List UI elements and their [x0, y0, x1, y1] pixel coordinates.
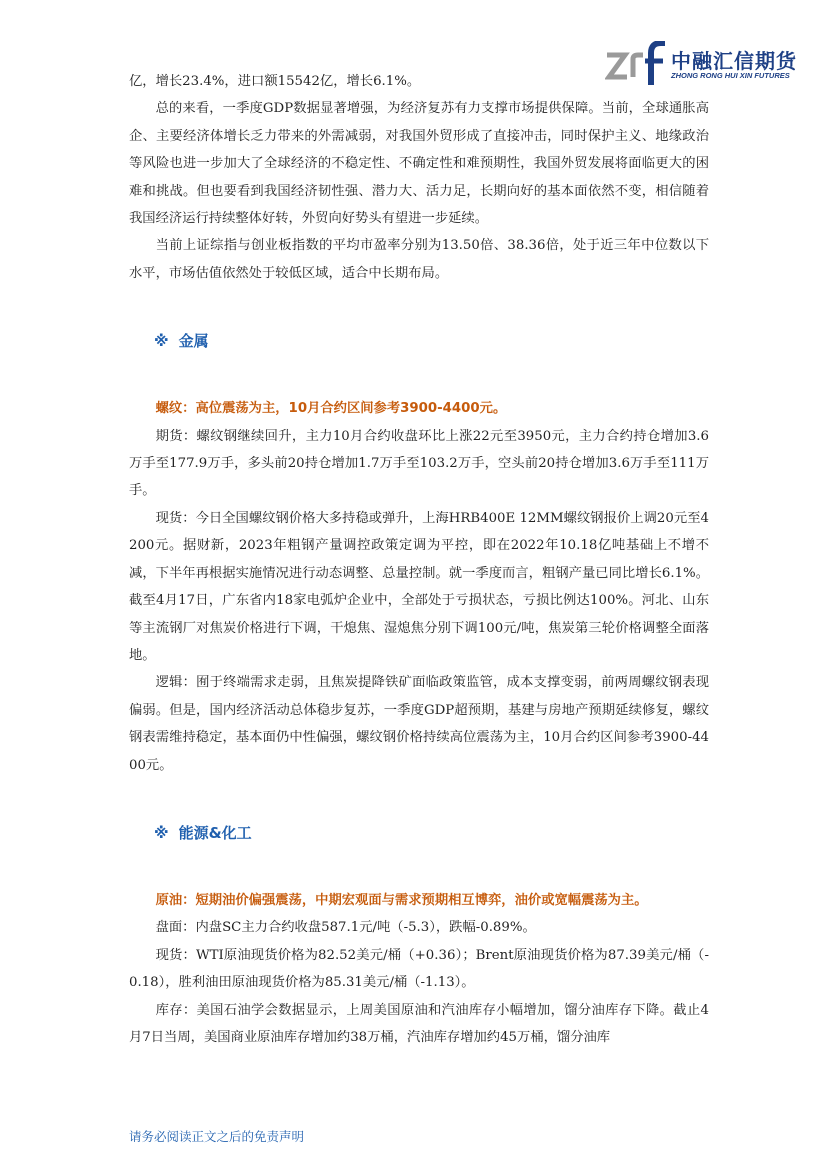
section-title-energy: 能源&化工	[178, 823, 252, 842]
logo-english-name: ZHONG RONG HUI XIN FUTURES	[671, 71, 790, 80]
rebar-logic-paragraph: 逻辑：囿于终端需求走弱，且焦炭提降铁矿面临政策监管，成本支撑变弱，前两周螺纹钢表现偏弱。但是，国内经济活动总体稳步复苏，一季度GDP超预期，基建与房地产预期延续修复，螺纹钢表需维持稳定，基本面仍中性偏强，螺纹钢价格持续高位震荡为主，10月合约区间参考3900-4400元。	[129, 675, 709, 773]
rebar-spot-paragraph: 现货：今日全国螺纹钢价格大多持稳或弹升，上海HRB400E 12MM螺纹钢报价上调20元至4200元。据财新，2023年粗钢产量调控政策定调为平控，即在2022年10.18亿吨基础上不增不减，下半年再根据实施情况进行动态调整、总量控制。就一季度而言，粗钢产量已同比增长6.1%。截至4月17日，广东省内18家电弧炉企业中，全部处于亏损状态，亏损比例达100%。河北、山东等主流钢厂对焦炭价格进行下调，干熄焦、湿熄焦分别下调100元/吨，焦炭第三轮价格调整全面落地。	[129, 510, 709, 663]
document-body	[129, 68, 709, 1051]
section-heading-metals	[129, 287, 709, 395]
section-heading-energy	[129, 779, 709, 887]
section-mark-icon: ※	[154, 332, 169, 351]
section-title-metals: 金属	[178, 332, 209, 351]
crude-spot-paragraph: 现货：WTI原油现货价格为82.52美元/桶（+0.36）；Brent原油现货价格为87.39美元/桶（-0.18），胜利油田原油现货价格为85.31美元/桶（-1.13）。	[129, 947, 709, 991]
paragraph-trade-tail: 亿，增长23.4%，进口额15542亿，增长6.1%。	[129, 74, 421, 89]
rebar-subheading: 螺纹：高位震荡为主，10月合约区间参考3900-4400元。	[155, 401, 507, 417]
footer-disclaimer: 请务必阅读正文之后的免责声明	[129, 1129, 305, 1144]
paragraph-valuation: 当前上证综指与创业板指数的平均市盈率分别为13.50倍、38.36倍，处于近三年中位数以下水平，市场估值依然处于较低区域，适合中长期布局。	[129, 238, 709, 281]
section-mark-icon: ※	[154, 823, 169, 842]
paragraph-summary: 总的来看，一季度GDP数据显著增强，为经济复苏有力支撑市场提供保障。当前，全球通胀高企、主要经济体增长乏力带来的外需减弱，对我国外贸形成了直接冲击，同时保护主义、地缘政治等风险也进一步加大了全球经济的不稳定性、不确定性和难预期性，我国外贸发展将面临更大的困难和挑战。但也要看到我国经济韧性强、潜力大、活力足，长期向好的基本面依然不变，相信随着我国经济运行持续整体好转，外贸向好势头有望进一步延续。	[129, 101, 709, 227]
crude-subheading: 原油：短期油价偏强震荡，中期宏观面与需求预期相互博弈，油价或宽幅震荡为主。	[155, 892, 648, 908]
rebar-futures-paragraph: 期货：螺纹钢继续回升，主力10月合约收盘环比上涨22元至3950元，主力合约持仓增加3.6万手至177.9万手，多头前20持仓增加1.7万手至103.2万手，空头前20持仓增加3.6万手至111万手。	[129, 428, 709, 499]
crude-inventory-paragraph: 库存：美国石油学会数据显示，上周美国原油和汽油库存小幅增加，馏分油库存下降。截止4月7日当周，美国商业原油库存增加约38万桶，汽油库存增加约45万桶，馏分油库	[129, 1002, 709, 1045]
crude-market-paragraph: 盘面：内盘SC主力合约收盘587.1元/吨（-5.3），跌幅-0.89%。	[155, 920, 536, 936]
logo-chinese-name: 中融汇信期货	[671, 49, 797, 73]
